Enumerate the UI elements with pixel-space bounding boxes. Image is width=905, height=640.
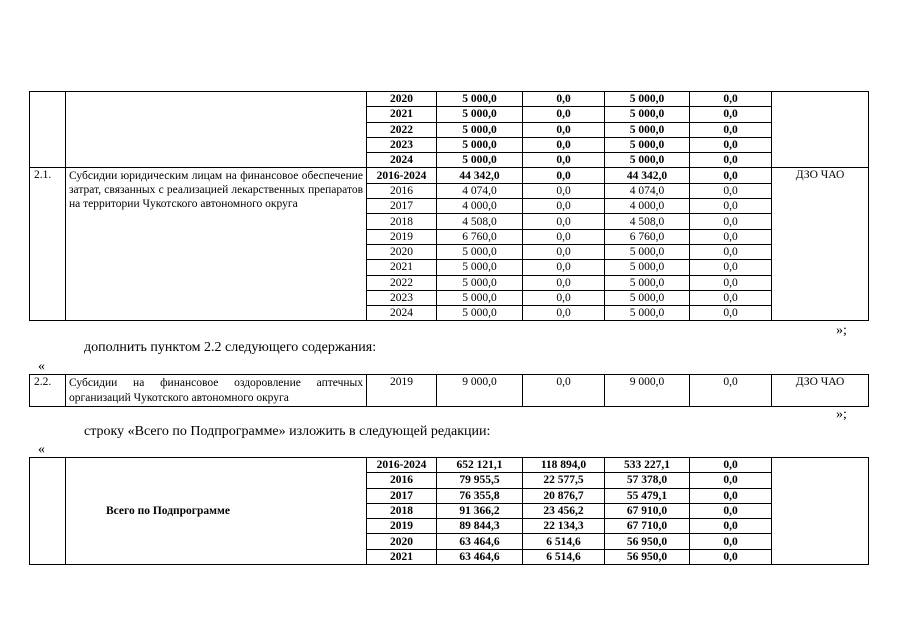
value-cell: 0,0 xyxy=(523,183,605,198)
value-cell: 5 000,0 xyxy=(605,275,690,290)
value-cell: 91 366,2 xyxy=(437,503,523,518)
value-cell: 5 000,0 xyxy=(605,153,690,168)
year-cell: 2023 xyxy=(367,290,437,305)
amendment-paragraph: дополнить пунктом 2.2 следующего содержания: xyxy=(84,340,377,355)
value-cell: 118 894,0 xyxy=(523,458,605,473)
value-cell: 0,0 xyxy=(523,153,605,168)
year-cell: 2024 xyxy=(367,153,437,168)
value-cell: 4 508,0 xyxy=(605,214,690,229)
executor-cell: ДЗО ЧАО xyxy=(772,375,869,407)
year-cell: 2020 xyxy=(367,534,437,549)
table-row xyxy=(30,375,869,407)
year-cell: 2017 xyxy=(367,199,437,214)
year-cell: 2022 xyxy=(367,122,437,137)
value-cell: 0,0 xyxy=(690,306,772,321)
value-cell: 89 844,3 xyxy=(437,519,523,534)
value-cell: 0,0 xyxy=(690,107,772,122)
year-cell: 2019 xyxy=(367,375,437,407)
value-cell: 4 000,0 xyxy=(605,199,690,214)
value-cell: 6 760,0 xyxy=(605,229,690,244)
value-cell: 9 000,0 xyxy=(437,375,523,407)
opening-quote: « xyxy=(38,442,45,457)
item-number xyxy=(30,92,66,168)
item-number xyxy=(30,458,66,565)
table-row xyxy=(30,458,869,473)
value-cell: 5 000,0 xyxy=(437,107,523,122)
value-cell: 0,0 xyxy=(690,229,772,244)
year-cell: 2020 xyxy=(367,244,437,259)
value-cell: 5 000,0 xyxy=(605,122,690,137)
value-cell: 67 910,0 xyxy=(605,503,690,518)
value-cell: 23 456,2 xyxy=(523,503,605,518)
year-cell: 2021 xyxy=(367,260,437,275)
value-cell: 0,0 xyxy=(523,122,605,137)
item-description xyxy=(66,92,367,168)
executor-cell xyxy=(772,92,869,168)
value-cell: 0,0 xyxy=(523,214,605,229)
item-number: 2.1. xyxy=(30,168,66,321)
value-cell: 5 000,0 xyxy=(605,92,690,107)
value-cell: 63 464,6 xyxy=(437,534,523,549)
value-cell: 6 514,6 xyxy=(523,549,605,564)
value-cell: 6 760,0 xyxy=(437,229,523,244)
value-cell: 44 342,0 xyxy=(605,168,690,183)
amendment-paragraph: строку «Всего по Подпрограмме» изложить в следующей редакции: xyxy=(84,424,491,439)
value-cell: 4 508,0 xyxy=(437,214,523,229)
value-cell: 0,0 xyxy=(690,214,772,229)
subprogram-table-continuation xyxy=(29,91,869,321)
value-cell: 4 074,0 xyxy=(437,183,523,198)
value-cell: 5 000,0 xyxy=(437,153,523,168)
value-cell: 0,0 xyxy=(523,260,605,275)
year-cell: 2022 xyxy=(367,275,437,290)
value-cell: 0,0 xyxy=(523,229,605,244)
value-cell: 0,0 xyxy=(690,503,772,518)
value-cell: 0,0 xyxy=(690,549,772,564)
closing-quote: »; xyxy=(836,323,847,338)
executor-cell xyxy=(772,458,869,565)
executor-cell: ДЗО ЧАО xyxy=(772,168,869,321)
value-cell: 22 134,3 xyxy=(523,519,605,534)
value-cell: 0,0 xyxy=(690,458,772,473)
value-cell: 76 355,8 xyxy=(437,488,523,503)
table-row xyxy=(30,168,869,183)
item-number: 2.2. xyxy=(30,375,66,407)
value-cell: 0,0 xyxy=(690,137,772,152)
value-cell: 0,0 xyxy=(690,290,772,305)
value-cell: 5 000,0 xyxy=(605,107,690,122)
year-cell: 2019 xyxy=(367,519,437,534)
year-cell: 2016-2024 xyxy=(367,168,437,183)
value-cell: 5 000,0 xyxy=(437,92,523,107)
value-cell: 44 342,0 xyxy=(437,168,523,183)
year-cell: 2020 xyxy=(367,92,437,107)
value-cell: 5 000,0 xyxy=(437,306,523,321)
value-cell: 57 378,0 xyxy=(605,473,690,488)
value-cell: 0,0 xyxy=(690,534,772,549)
value-cell: 56 950,0 xyxy=(605,549,690,564)
value-cell: 0,0 xyxy=(690,375,772,407)
value-cell: 67 710,0 xyxy=(605,519,690,534)
item-description: Субсидии юридическим лицам на финансовое обеспечение затрат, связанных с реализацией лекарственных препаратов на территории Чукотского автономного округа xyxy=(66,168,367,321)
year-cell: 2021 xyxy=(367,107,437,122)
value-cell: 0,0 xyxy=(690,92,772,107)
value-cell: 4 000,0 xyxy=(437,199,523,214)
value-cell: 0,0 xyxy=(690,122,772,137)
item-description: Субсидии на финансовое оздоровление аптечных организаций Чукотского автономного округа xyxy=(66,375,367,407)
value-cell: 22 577,5 xyxy=(523,473,605,488)
value-cell: 5 000,0 xyxy=(437,290,523,305)
value-cell: 0,0 xyxy=(690,260,772,275)
opening-quote: « xyxy=(38,359,45,374)
year-cell: 2016 xyxy=(367,183,437,198)
value-cell: 0,0 xyxy=(523,107,605,122)
value-cell: 0,0 xyxy=(523,306,605,321)
value-cell: 9 000,0 xyxy=(605,375,690,407)
value-cell: 0,0 xyxy=(523,275,605,290)
value-cell: 79 955,5 xyxy=(437,473,523,488)
value-cell: 5 000,0 xyxy=(605,137,690,152)
value-cell: 0,0 xyxy=(690,244,772,259)
closing-quote: »; xyxy=(836,407,847,422)
value-cell: 0,0 xyxy=(690,473,772,488)
year-cell: 2017 xyxy=(367,488,437,503)
value-cell: 0,0 xyxy=(690,199,772,214)
year-cell: 2018 xyxy=(367,214,437,229)
value-cell: 56 950,0 xyxy=(605,534,690,549)
value-cell: 0,0 xyxy=(690,519,772,534)
value-cell: 63 464,6 xyxy=(437,549,523,564)
year-cell: 2018 xyxy=(367,503,437,518)
value-cell: 0,0 xyxy=(523,244,605,259)
value-cell: 0,0 xyxy=(690,183,772,198)
value-cell: 6 514,6 xyxy=(523,534,605,549)
value-cell: 5 000,0 xyxy=(437,260,523,275)
year-cell: 2019 xyxy=(367,229,437,244)
value-cell: 0,0 xyxy=(523,92,605,107)
value-cell: 5 000,0 xyxy=(437,137,523,152)
year-cell: 2024 xyxy=(367,306,437,321)
value-cell: 20 876,7 xyxy=(523,488,605,503)
value-cell: 0,0 xyxy=(523,199,605,214)
item-2-2-table xyxy=(29,374,869,407)
value-cell: 0,0 xyxy=(690,168,772,183)
value-cell: 5 000,0 xyxy=(605,290,690,305)
value-cell: 5 000,0 xyxy=(437,275,523,290)
value-cell: 0,0 xyxy=(523,290,605,305)
year-cell: 2016 xyxy=(367,473,437,488)
year-cell: 2023 xyxy=(367,137,437,152)
value-cell: 4 074,0 xyxy=(605,183,690,198)
value-cell: 55 479,1 xyxy=(605,488,690,503)
value-cell: 5 000,0 xyxy=(605,306,690,321)
value-cell: 5 000,0 xyxy=(605,244,690,259)
value-cell: 533 227,1 xyxy=(605,458,690,473)
value-cell: 0,0 xyxy=(690,488,772,503)
value-cell: 0,0 xyxy=(523,375,605,407)
table-row xyxy=(30,92,869,107)
value-cell: 5 000,0 xyxy=(437,244,523,259)
value-cell: 652 121,1 xyxy=(437,458,523,473)
year-cell: 2016-2024 xyxy=(367,458,437,473)
value-cell: 0,0 xyxy=(523,137,605,152)
value-cell: 5 000,0 xyxy=(437,122,523,137)
value-cell: 5 000,0 xyxy=(605,260,690,275)
total-label: Всего по Подпрограмме xyxy=(66,458,367,565)
value-cell: 0,0 xyxy=(690,275,772,290)
subprogram-total-table xyxy=(29,457,869,565)
year-cell: 2021 xyxy=(367,549,437,564)
value-cell: 0,0 xyxy=(690,153,772,168)
value-cell: 0,0 xyxy=(523,168,605,183)
